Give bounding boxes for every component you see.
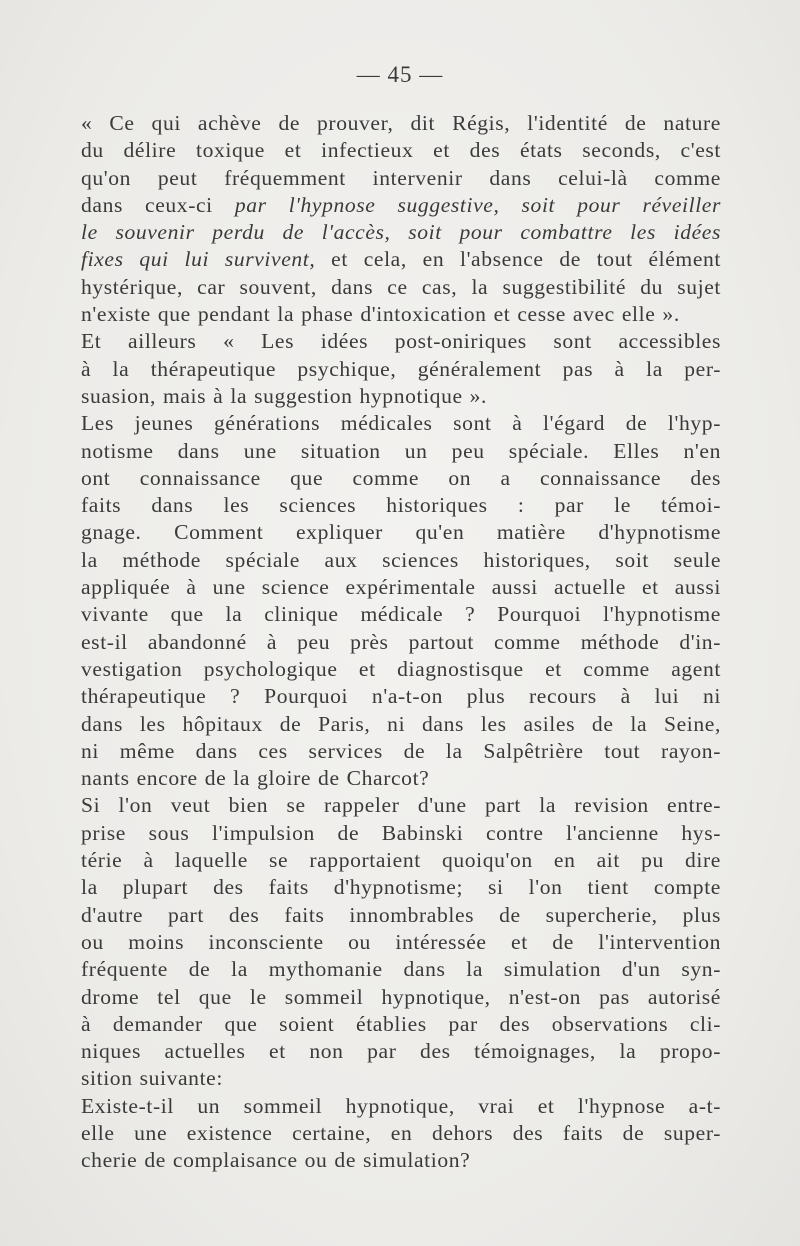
text-line xyxy=(81,383,721,410)
text-line xyxy=(81,438,721,465)
italic-segment: le souvenir perdu de l'accès, soit pour combattre les idées xyxy=(81,220,721,245)
text-line xyxy=(81,738,721,765)
text-line xyxy=(81,465,721,492)
text-segment: elle une existence certaine, en dehors des faits de super- xyxy=(81,1120,721,1145)
text-segment: dans les hôpitaux de Paris, ni dans les asiles de la Seine, xyxy=(81,711,721,736)
text-segment: la méthode spéciale aux sciences historiques, soit seule xyxy=(81,547,721,572)
text-line xyxy=(81,1120,721,1147)
text-segment: n'existe que pendant la phase d'intoxication et cesse avec elle ». xyxy=(81,302,680,327)
text-line xyxy=(81,1038,721,1065)
text-segment: ont connaissance que comme on a connaissance des xyxy=(81,465,721,490)
text-segment: Les jeunes générations médicales sont à l'égard de l'hyp- xyxy=(81,411,721,436)
text-segment: dans ceux-ci xyxy=(81,192,235,217)
text-segment: à la thérapeutique psychique, généralement pas à la per- xyxy=(81,356,721,381)
text-line xyxy=(81,410,721,437)
text-line xyxy=(81,847,721,874)
text-segment: fréquente de la mythomanie dans la simulation d'un syn- xyxy=(81,957,721,982)
text-line xyxy=(81,165,721,192)
text-line xyxy=(81,356,721,383)
text-segment: du délire toxique et infectieux et des états seconds, c'est xyxy=(81,138,721,163)
text-line xyxy=(81,1065,721,1092)
text-segment: prise sous l'impulsion de Babinski contre l'ancienne hys- xyxy=(81,820,721,845)
text-segment: suasion, mais à la suggestion hypnotique ». xyxy=(81,383,488,408)
text-segment: et cela, en l'absence de tout élément xyxy=(315,247,722,272)
text-segment: vivante que la clinique médicale ? Pourquoi l'hypnotisme xyxy=(81,602,721,627)
text-line xyxy=(81,929,721,956)
text-segment: « Ce qui achève de prouver, dit Régis, l'identité de nature xyxy=(81,111,721,135)
text-line xyxy=(81,601,721,628)
text-line xyxy=(81,301,721,328)
text-line xyxy=(81,219,721,246)
text-segment: d'autre part des faits innombrables de supercherie, plus xyxy=(81,902,721,927)
text-segment: niques actuelles et non par des témoignages, la propo- xyxy=(81,1039,721,1064)
text-line xyxy=(81,274,721,301)
text-line xyxy=(81,574,721,601)
text-line xyxy=(81,956,721,983)
text-line xyxy=(81,984,721,1011)
text-segment: gnage. Comment expliquer qu'en matière d'hypnotisme xyxy=(81,520,721,545)
text-line xyxy=(81,519,721,546)
text-segment: à demander que soient établies par des observations cli- xyxy=(81,1011,721,1036)
text-line xyxy=(81,711,721,738)
text-line xyxy=(81,792,721,819)
text-segment: drome tel que le sommeil hypnotique, n'est-on pas autorisé xyxy=(81,984,721,1009)
text-line xyxy=(81,246,721,273)
text-line xyxy=(81,902,721,929)
text-line xyxy=(81,192,721,219)
text-segment: qu'on peut fréquemment intervenir dans celui-là comme xyxy=(81,165,721,190)
italic-segment: par l'hypnose suggestive, soit pour réveiller xyxy=(234,192,721,217)
body-text xyxy=(81,110,721,1175)
text-segment: Et ailleurs « Les idées post-oniriques sont accessibles xyxy=(81,329,721,354)
text-line xyxy=(81,656,721,683)
text-segment: notisme dans une situation un peu spéciale. Elles n'en xyxy=(81,438,721,463)
text-line xyxy=(81,1011,721,1038)
text-line xyxy=(81,328,721,355)
text-segment: thérapeutique ? Pourquoi n'a-t-on plus recours à lui ni xyxy=(81,684,721,709)
text-segment: nants encore de la gloire de Charcot? xyxy=(81,766,430,791)
text-line xyxy=(81,1093,721,1120)
text-line xyxy=(81,547,721,574)
text-segment: cherie de complaisance ou de simulation? xyxy=(81,1148,471,1173)
text-segment: est-il abandonné à peu près partout comme méthode d'in- xyxy=(81,629,721,654)
text-line xyxy=(81,874,721,901)
text-line xyxy=(81,820,721,847)
text-line xyxy=(81,765,721,792)
text-line xyxy=(81,137,721,164)
text-line xyxy=(81,492,721,519)
text-segment: hystérique, car souvent, dans ce cas, la suggestibilité du sujet xyxy=(81,274,721,299)
text-line xyxy=(81,683,721,710)
text-segment: Si l'on veut bien se rappeler d'une part la revision entre- xyxy=(81,793,721,818)
italic-segment: fixes qui lui survivent, xyxy=(81,247,316,272)
text-segment: vestigation psychologique et diagnostisque et comme agent xyxy=(81,656,721,681)
text-line xyxy=(81,1147,721,1174)
text-segment: ou moins inconsciente ou intéressée et de l'intervention xyxy=(81,929,721,954)
text-segment: térie à laquelle se rapportaient quoiqu'on en ait pu dire xyxy=(81,848,721,873)
text-line xyxy=(81,629,721,656)
text-line xyxy=(81,110,721,137)
text-segment: Existe-t-il un sommeil hypnotique, vrai et l'hypnose a-t- xyxy=(81,1093,721,1118)
text-segment: ni même dans ces services de la Salpêtrière tout rayon- xyxy=(81,738,721,763)
text-segment: sition suivante: xyxy=(81,1066,223,1091)
text-segment: appliquée à une science expérimentale aussi actuelle et aussi xyxy=(81,575,721,600)
text-segment: faits dans les sciences historiques : par le témoi- xyxy=(81,493,721,518)
page-number: — 45 — xyxy=(356,62,444,87)
text-segment: la plupart des faits d'hypnotisme; si l'on tient compte xyxy=(81,875,721,900)
